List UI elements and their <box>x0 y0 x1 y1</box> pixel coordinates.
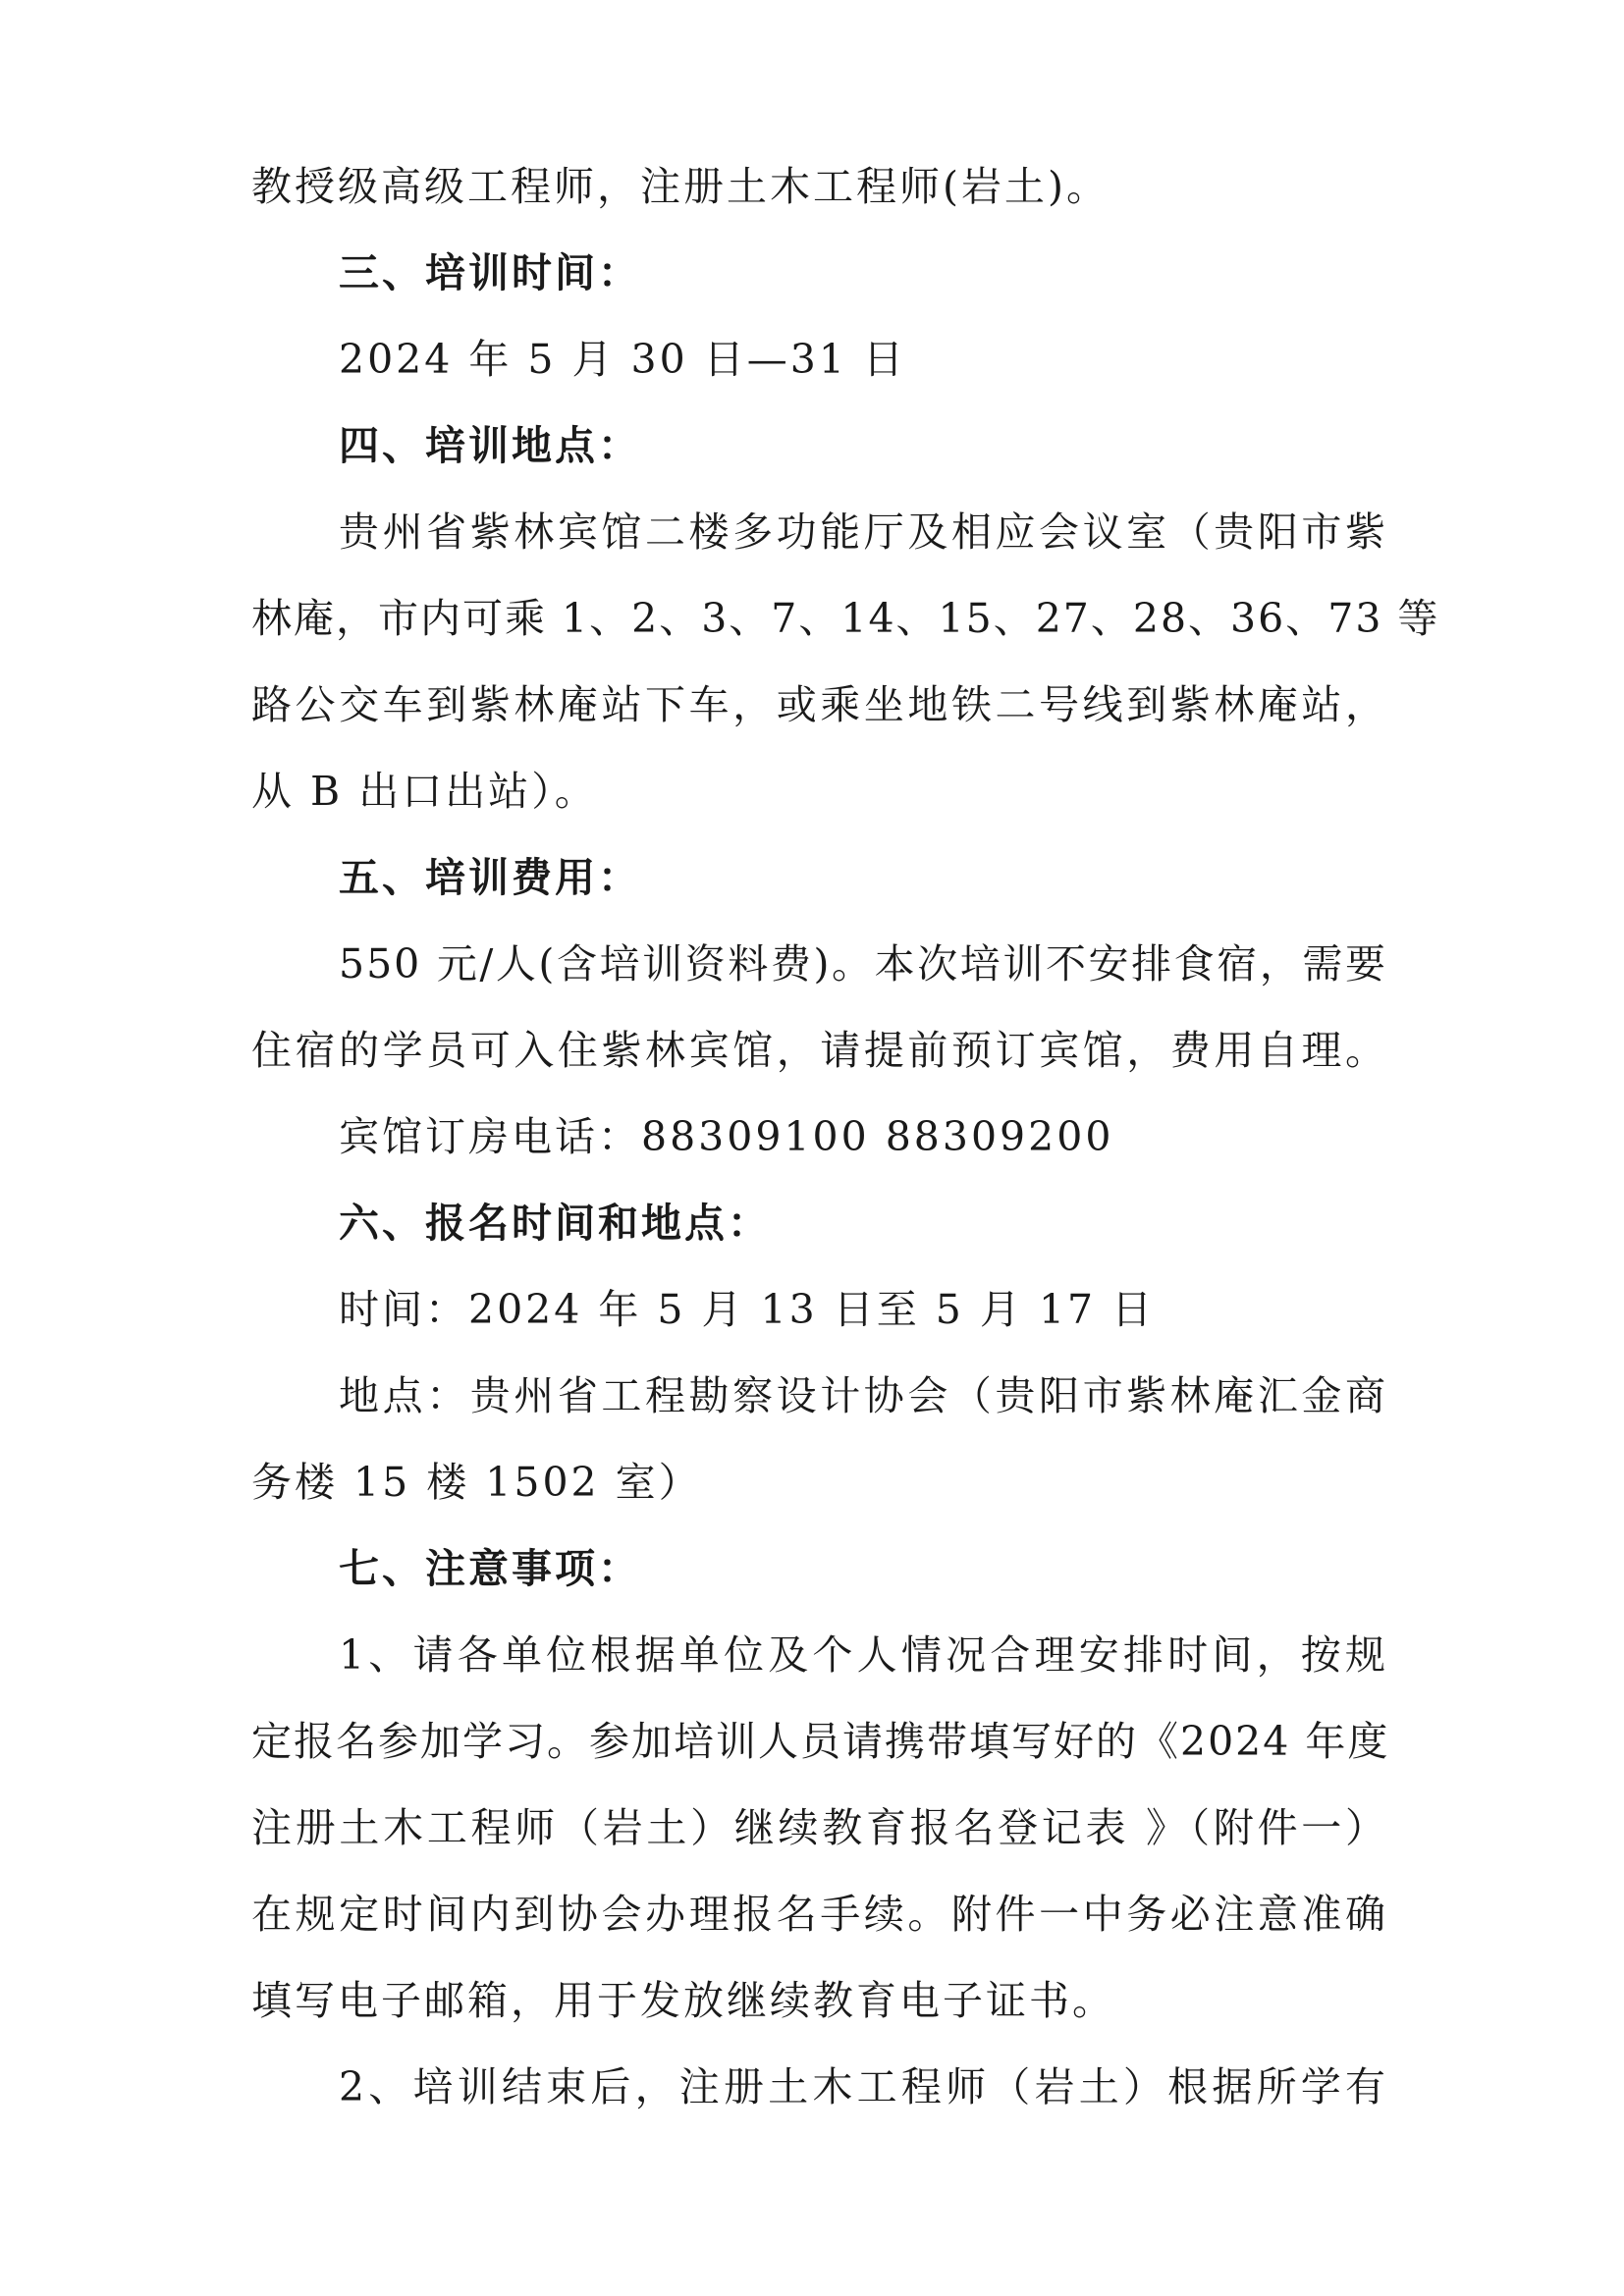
text-line-note1-5: 填写电子邮箱，用于发放继续教育电子证书。 <box>251 1977 1115 2024</box>
text-line-note1-1: 1、请各单位根据单位及个人情况合理安排时间，按规 <box>339 1631 1387 1679</box>
text-line-hotel-phone: 宾馆订房电话：88309100 88309200 <box>339 1113 1114 1160</box>
text-line-location-2: 林庵，市内可乘 1、2、3、7、14、15、27、28、36、73 等 <box>251 595 1440 642</box>
text-line-qualification: 教授级高级工程师，注册土木工程师(岩土)。 <box>251 163 1110 210</box>
text-line-location-4: 从 B 出口出站）。 <box>251 768 598 815</box>
text-line-fee-2: 住宿的学员可入住紫林宾馆，请提前预订宾馆，费用自理。 <box>251 1027 1387 1074</box>
text-line-note2-1: 2、培训结束后，注册土木工程师（岩土）根据所学有 <box>339 2063 1387 2110</box>
text-line-training-dates: 2024 年 5 月 30 日—31 日 <box>339 336 906 383</box>
text-line-note1-2: 定报名参加学习。参加培训人员请携带填写好的《2024 年度 <box>251 1718 1390 1765</box>
text-line-registration-time: 时间：2024 年 5 月 13 日至 5 月 17 日 <box>339 1286 1156 1333</box>
text-line-registration-place-1: 地点：贵州省工程勘察设计协会（贵阳市紫林庵汇金商 <box>339 1372 1387 1419</box>
text-line-note1-3: 注册土木工程师（岩土）继续教育报名登记表 》（附件一） <box>251 1804 1387 1851</box>
section-heading-training-location: 四、培训地点： <box>339 422 641 469</box>
text-line-location-3: 路公交车到紫林庵站下车，或乘坐地铁二号线到紫林庵站， <box>251 681 1387 728</box>
section-heading-training-fee: 五、培训费用： <box>339 854 641 901</box>
section-heading-training-time: 三、培训时间： <box>339 249 641 296</box>
section-heading-notes: 七、注意事项： <box>339 1545 641 1592</box>
text-line-location-1: 贵州省紫林宾馆二楼多功能厅及相应会议室（贵阳市紫 <box>339 508 1387 556</box>
text-line-fee-1: 550 元/人(含培训资料费)。本次培训不安排食宿，需要 <box>339 940 1387 988</box>
section-heading-registration: 六、报名时间和地点： <box>339 1200 771 1247</box>
text-line-note1-4: 在规定时间内到协会办理报名手续。附件一中务必注意准确 <box>251 1891 1387 1938</box>
text-line-registration-place-2: 务楼 15 楼 1502 室） <box>251 1459 702 1506</box>
